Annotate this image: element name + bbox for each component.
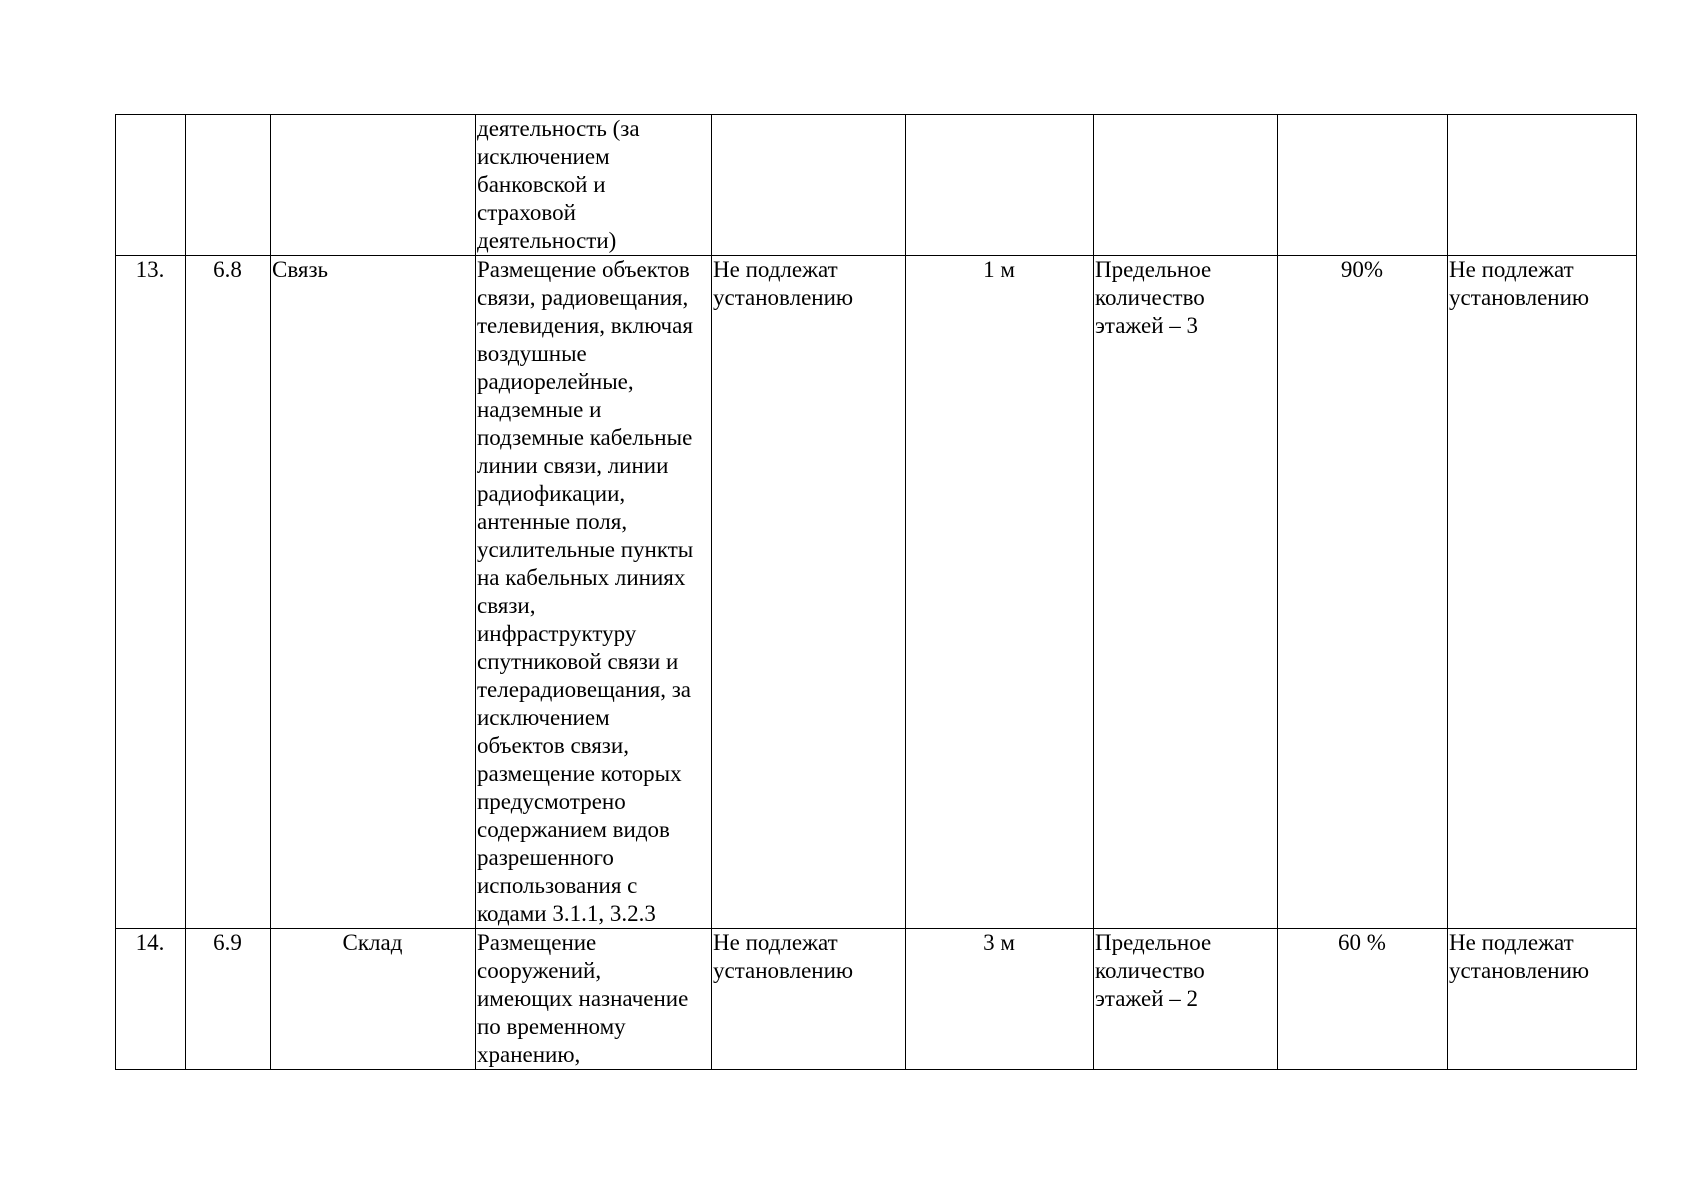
floors-cell bbox=[1094, 115, 1278, 256]
row-number-cell bbox=[116, 115, 186, 256]
other-params-cell: Не подлежат установлению bbox=[1448, 929, 1637, 1070]
description-cell: Размещение объектов связи, радиовещания, телевидения, включая воздушные радиорелейные, надземные и подземные кабельные линии связи, линии радиофикации, антенные поля, усилительные пункты на кабельных линиях связи, инфраструктуру спутниковой связи и телерадиовещания, за исключением объектов связи, размещение которых предусмотрено содержанием видов разрешенного использования с кодами 3.1.1, 3.2.3 bbox=[476, 256, 712, 929]
table-row bbox=[116, 115, 1637, 256]
description-cell: Размещение сооружений, имеющих назначение по временному хранению, bbox=[476, 929, 712, 1070]
table-row bbox=[116, 256, 1637, 929]
use-name-cell bbox=[271, 115, 476, 256]
min-area-cell: Не подлежат установлению bbox=[712, 929, 906, 1070]
regulations-table bbox=[115, 114, 1637, 1070]
coverage-cell bbox=[1278, 115, 1448, 256]
row-number-cell: 13. bbox=[116, 256, 186, 929]
code-cell bbox=[186, 115, 271, 256]
min-area-cell bbox=[712, 115, 906, 256]
code-cell: 6.9 bbox=[186, 929, 271, 1070]
floors-cell: Предельное количество этажей – 3 bbox=[1094, 256, 1278, 929]
use-name-cell: Склад bbox=[271, 929, 476, 1070]
coverage-cell: 90% bbox=[1278, 256, 1448, 929]
coverage-cell: 60 % bbox=[1278, 929, 1448, 1070]
indent-cell: 3 м bbox=[906, 929, 1094, 1070]
use-name-cell: Связь bbox=[271, 256, 476, 929]
other-params-cell: Не подлежат установлению bbox=[1448, 256, 1637, 929]
floors-cell: Предельное количество этажей – 2 bbox=[1094, 929, 1278, 1070]
description-cell: деятельность (за исключением банковской и страховой деятельности) bbox=[476, 115, 712, 256]
indent-cell: 1 м bbox=[906, 256, 1094, 929]
indent-cell bbox=[906, 115, 1094, 256]
table-row bbox=[116, 929, 1637, 1070]
row-number-cell: 14. bbox=[116, 929, 186, 1070]
min-area-cell: Не подлежат установлению bbox=[712, 256, 906, 929]
other-params-cell bbox=[1448, 115, 1637, 256]
code-cell: 6.8 bbox=[186, 256, 271, 929]
